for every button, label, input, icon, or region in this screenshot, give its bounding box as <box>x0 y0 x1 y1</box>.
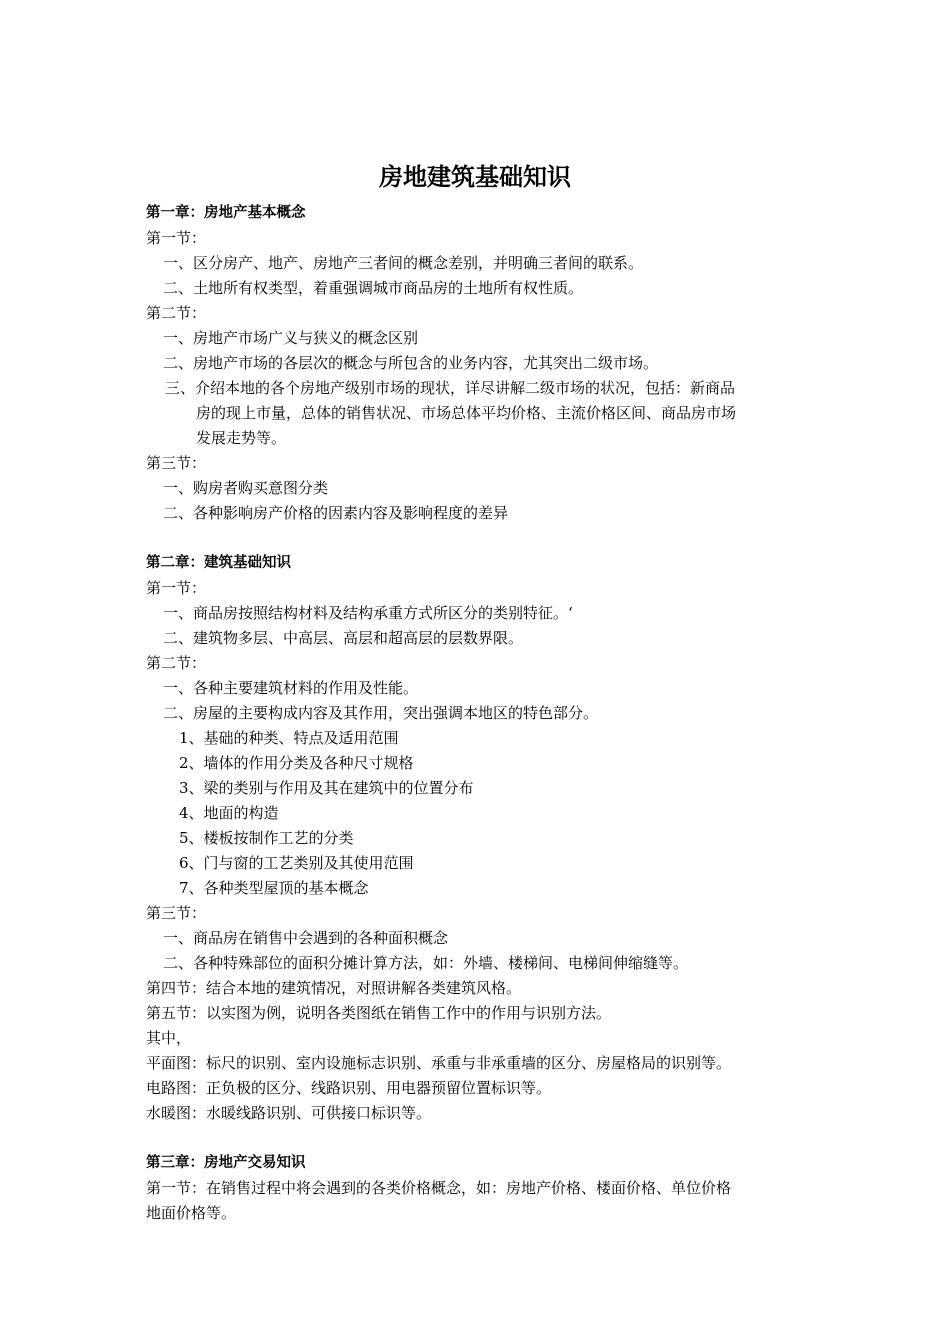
numbered-item: 4、地面的构造 <box>179 804 279 822</box>
list-item: 一、各种主要建筑材料的作用及性能。 <box>163 679 419 697</box>
chapter-3-heading: 第三章：房地产交易知识 <box>146 1155 306 1171</box>
plan-item: 水暖图：水暖线路识别、可供接口标识等。 <box>146 1104 432 1122</box>
list-item: 一、商品房按照结构材料及结构承重方式所区分的类别特征。‘ <box>163 604 573 622</box>
list-item: 一、购房者购买意图分类 <box>163 479 329 497</box>
numbered-item: 1、基础的种类、特点及适用范围 <box>179 729 399 747</box>
chapter-3-section-1: 第一节：在销售过程中将会遇到的各类价格概念，如：房地产价格、楼面价格、单位价格 <box>146 1179 732 1197</box>
chapter-3-section-1-continuation: 地面价格等。 <box>146 1204 237 1222</box>
chapter-2-heading: 第二章：建筑基础知识 <box>146 555 291 571</box>
numbered-item: 2、墙体的作用分类及各种尺寸规格 <box>179 754 414 772</box>
numbered-item: 6、门与窗的工艺类别及其使用范围 <box>179 854 414 872</box>
list-item: 二、土地所有权类型，着重强调城市商品房的土地所有权性质。 <box>163 279 584 297</box>
list-item: 一、房地产市场广义与狭义的概念区别 <box>163 329 419 347</box>
plan-item: 平面图：标尺的识别、室内设施标志识别、承重与非承重墙的区分、房屋格局的识别等。 <box>146 1054 732 1072</box>
list-item: 二、房屋的主要构成内容及其作用，突出强调本地区的特色部分。 <box>163 704 599 722</box>
list-item: 二、各种影响房产价格的因素内容及影响程度的差异 <box>163 504 509 522</box>
chapter-2-section-1: 第一节： <box>146 579 207 597</box>
chapter-2-section-3: 第三节： <box>146 904 207 922</box>
chapter-2-section-4: 第四节：结合本地的建筑情况，对照讲解各类建筑风格。 <box>146 979 522 997</box>
document-body <box>146 201 826 1226</box>
list-item-continuation: 发展走势等。 <box>196 429 287 447</box>
list-item: 一、商品房在销售中会遇到的各种面积概念 <box>163 929 449 947</box>
numbered-item: 7、各种类型屋顶的基本概念 <box>179 879 369 897</box>
list-item: 二、房地产市场的各层次的概念与所包含的业务内容，尤其突出二级市场。 <box>163 354 659 372</box>
chapter-1-heading: 第一章：房地产基本概念 <box>146 205 306 221</box>
chapter-2-section-5: 第五节：以实图为例，说明各类图纸在销售工作中的作用与识别方法。 <box>146 1004 612 1022</box>
list-item: 三、介绍本地的各个房地产级别市场的现状，详尽讲解二级市场的状况，包括：新商品 <box>165 379 736 397</box>
plan-item: 电路图：正负极的区分、线路识别、用电器预留位置标识等。 <box>146 1079 552 1097</box>
chapter-1-section-2: 第二节： <box>146 304 207 322</box>
chapter-2-section-2: 第二节： <box>146 654 207 672</box>
list-item-continuation: 房的现上市量，总体的销售状况、市场总体平均价格、主流价格区间、商品房市场 <box>196 404 737 422</box>
chapter-1-section-3: 第三节： <box>146 454 207 472</box>
note-text: 其中， <box>146 1029 192 1047</box>
list-item: 二、各种特殊部位的面积分摊计算方法，如：外墙、楼梯间、电梯间伸缩缝等。 <box>163 954 689 972</box>
document-title: 房地建筑基础知识 <box>379 163 571 191</box>
numbered-item: 5、楼板按制作工艺的分类 <box>179 829 354 847</box>
numbered-item: 3、梁的类别与作用及其在建筑中的位置分布 <box>179 779 474 797</box>
list-item: 一、区分房产、地产、房地产三者间的概念差别，并明确三者间的联系。 <box>163 254 644 272</box>
spacer <box>146 1126 826 1151</box>
spacer <box>146 526 826 551</box>
chapter-1-section-1: 第一节： <box>146 229 207 247</box>
list-item: 二、建筑物多层、中高层、高层和超高层的层数界限。 <box>163 629 524 647</box>
